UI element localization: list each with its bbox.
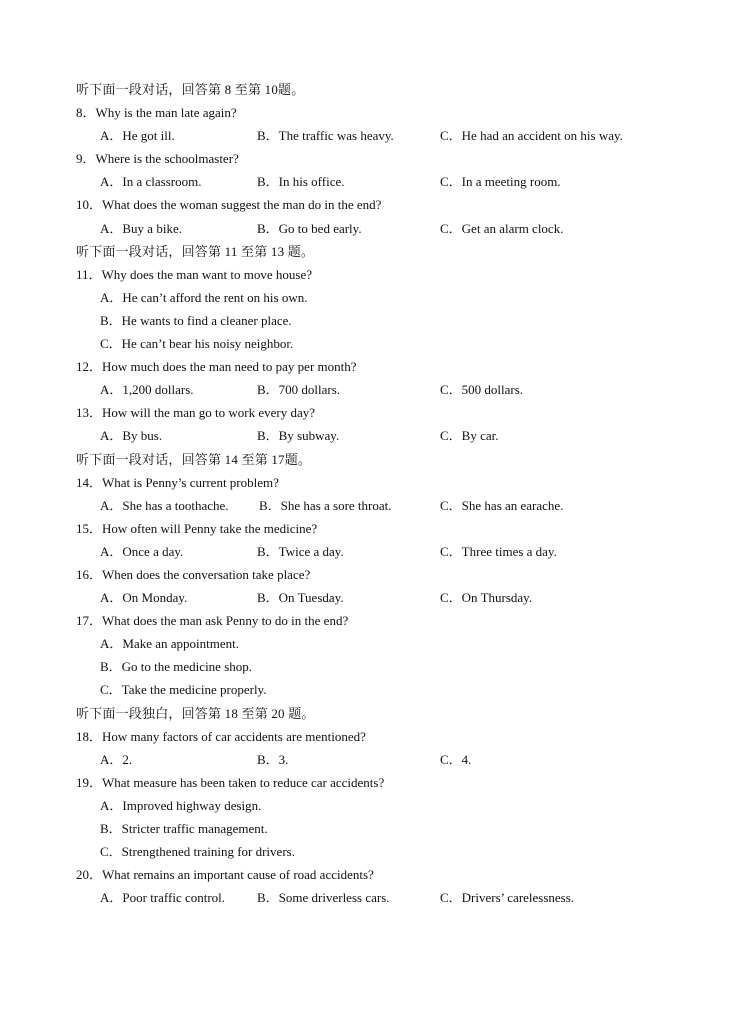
question-9: 9．Where is the schoolmaster? xyxy=(76,151,239,167)
option-b: B．The traffic was heavy. xyxy=(257,128,394,144)
question-17: 17．What does the man ask Penny to do in the end? xyxy=(76,613,349,629)
option-b: B．Twice a day. xyxy=(257,543,344,559)
option-c: C．In a meeting room. xyxy=(440,174,561,190)
option-b: B．In his office. xyxy=(257,174,345,190)
section-instruction: 听下面一段对话，回答第 11 至第 13 题。 xyxy=(76,243,315,259)
section-instruction: 听下面一段对话，回答第 14 至第 17题。 xyxy=(76,451,312,467)
options-row xyxy=(76,494,676,517)
option-b: B．He wants to find a cleaner place. xyxy=(100,312,292,328)
option-b: B．On Tuesday. xyxy=(257,590,344,606)
question-16: 16．When does the conversation take place? xyxy=(76,566,311,582)
option-b: B．Some driverless cars. xyxy=(257,890,390,906)
option-b: B．Stricter traffic management. xyxy=(100,821,268,836)
option-c: C．He can’t bear his noisy neighbor. xyxy=(100,336,294,352)
option-c: C．By car. xyxy=(440,428,499,444)
option-c: C．He had an accident on his way. xyxy=(440,128,623,144)
options-row xyxy=(76,586,676,609)
option-b: B．Go to the medicine shop. xyxy=(100,659,253,675)
options-row xyxy=(76,378,676,401)
question-18: 18．How many factors of car accidents are mentioned? xyxy=(76,728,366,744)
listening-section xyxy=(76,78,676,909)
question-20: 20．What remains an important cause of road accidents? xyxy=(76,867,374,883)
option-c: C．On Thursday. xyxy=(440,590,533,606)
option-c: C．Get an alarm clock. xyxy=(440,220,564,236)
options-row xyxy=(76,540,676,563)
option-a: A．Once a day. xyxy=(100,543,184,559)
question-10: 10．What does the woman suggest the man do in the end? xyxy=(76,197,382,213)
option-b: B．She has a sore throat. xyxy=(259,497,392,513)
section-instruction: 听下面一段对话，回答第 8 至第 10题。 xyxy=(76,82,305,97)
question-19: 19．What measure has been taken to reduce car accidents? xyxy=(76,774,385,790)
option-a: A．Buy a bike. xyxy=(100,220,182,236)
options-row xyxy=(76,170,676,193)
options-row xyxy=(76,424,676,447)
option-a: A．Poor traffic control. xyxy=(100,890,226,906)
option-b: B．Go to bed early. xyxy=(257,220,362,236)
option-c: C．Three times a day. xyxy=(440,543,557,559)
option-a: A．1,200 dollars. xyxy=(100,382,194,398)
option-c: C．4. xyxy=(440,751,472,767)
options-row xyxy=(76,124,676,147)
option-a: A．2. xyxy=(100,751,133,767)
options-row xyxy=(76,217,676,240)
option-c: C．500 dollars. xyxy=(440,382,524,398)
option-c: C．She has an earache. xyxy=(440,497,564,513)
option-a: A．She has a toothache. xyxy=(100,497,229,513)
question-12: 12．How much does the man need to pay per month? xyxy=(76,359,357,375)
question-11: 11．Why does the man want to move house? xyxy=(76,266,312,282)
option-b: B．700 dollars. xyxy=(257,382,341,398)
option-a: A．On Monday. xyxy=(100,590,188,606)
option-a: A．By bus. xyxy=(100,428,163,444)
option-b: B．By subway. xyxy=(257,428,340,444)
option-c: C．Drivers’ carelessness. xyxy=(440,890,575,906)
option-b: B．3. xyxy=(257,751,289,767)
question-14: 14．What is Penny’s current problem? xyxy=(76,474,279,490)
option-a: A．He got ill. xyxy=(100,128,175,144)
option-a: A．He can’t afford the rent on his own. xyxy=(100,289,308,305)
option-a: A．Make an appointment. xyxy=(100,636,239,652)
option-c: C．Take the medicine properly. xyxy=(100,682,267,698)
option-a: A．Improved highway design. xyxy=(100,797,262,813)
question-8: 8．Why is the man late again? xyxy=(76,105,237,121)
question-15: 15．How often will Penny take the medicine? xyxy=(76,520,318,536)
option-c: C．Strengthened training for drivers. xyxy=(100,844,295,860)
option-a: A．In a classroom. xyxy=(100,174,202,190)
question-13: 13．How will the man go to work every day? xyxy=(76,405,316,421)
options-row xyxy=(76,748,676,771)
options-row xyxy=(76,886,676,909)
section-instruction: 听下面一段独白，回答第 18 至第 20 题。 xyxy=(76,705,315,721)
